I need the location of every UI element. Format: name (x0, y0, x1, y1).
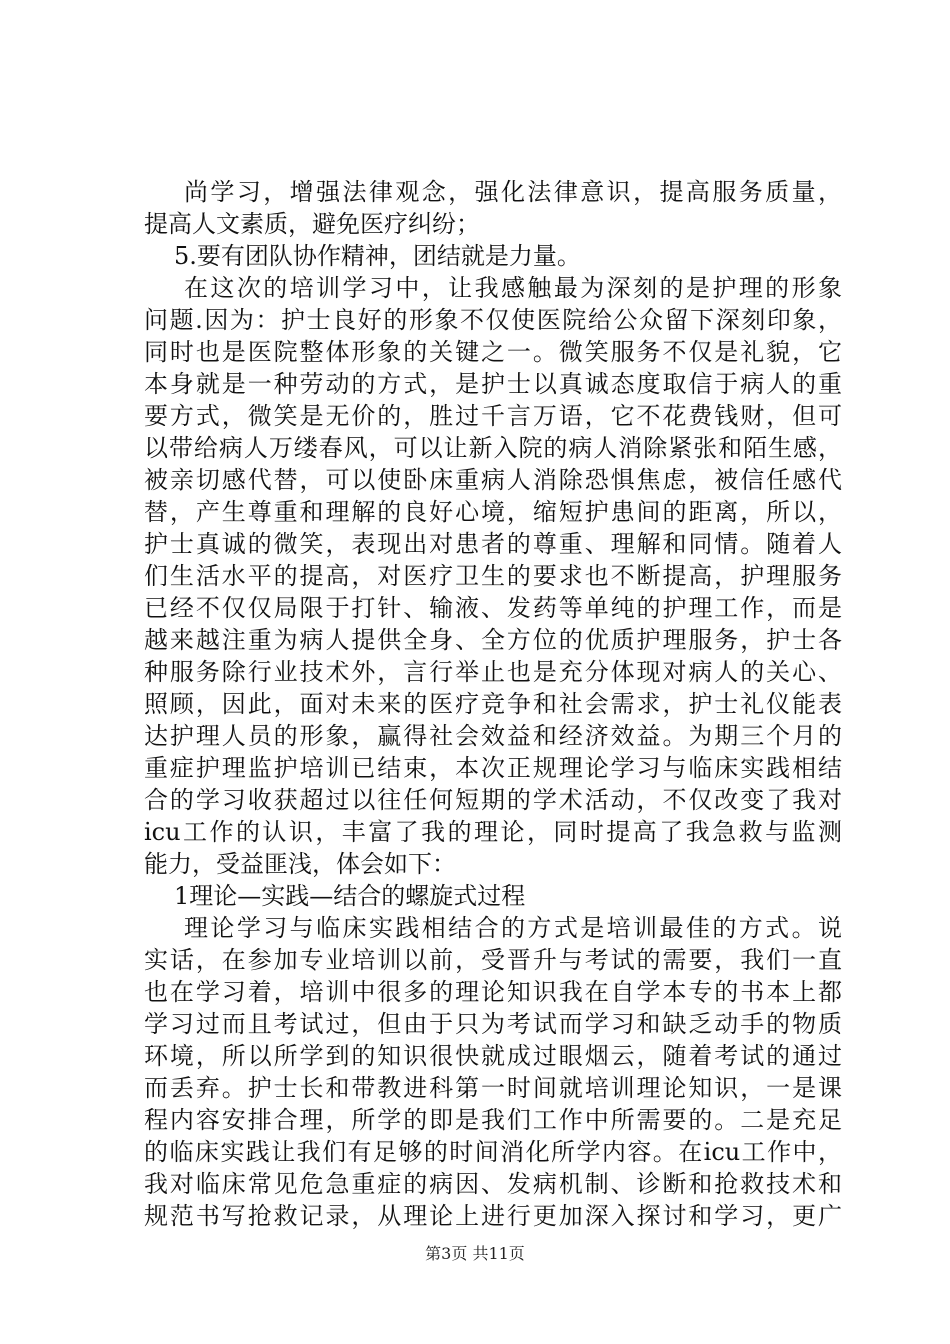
text-line: 程内容安排合理，所学的即是我们工作中所需要的。二是充足 (144, 1106, 842, 1134)
text-line: 种服务除行业技术外，言行举止也是充分体现对病人的关心、 (144, 658, 842, 686)
text-line: 5.要有团队协作精神，团结就是力量。 (174, 242, 581, 270)
text-line: icu工作的认识，丰富了我的理论，同时提高了我急救与监测 (144, 818, 842, 846)
text-line: 本身就是一种劳动的方式，是护士以真诚态度取信于病人的重 (144, 370, 842, 398)
text-line: 规范书写抢救记录，从理论上进行更加深入探讨和学习，更广 (144, 1202, 842, 1230)
text-line: 合的学习收获超过以往任何短期的学术活动，不仅改变了我对 (144, 786, 842, 814)
text-line: 问题.因为：护士良好的形象不仅使医院给公众留下深刻印象， (144, 306, 842, 334)
text-line: 而丢弃。护士长和带教进科第一时间就培训理论知识，一是课 (144, 1074, 842, 1102)
text-line: 照顾，因此，面对未来的医疗竞争和社会需求，护士礼仪能表 (144, 690, 842, 718)
text-line: 1理论—实践—结合的螺旋式过程 (174, 882, 526, 910)
text-line: 提高人文素质，避免医疗纠纷； (144, 210, 480, 238)
text-line: 要方式，微笑是无价的，胜过千言万语，它不花费钱财，但可 (144, 402, 842, 430)
text-line: 实话，在参加专业培训以前，受晋升与考试的需要，我们一直 (144, 946, 842, 974)
text-line: 我对临床常见危急重症的病因、发病机制、诊断和抢救技术和 (144, 1170, 842, 1198)
text-line: 也在学习着，培训中很多的理论知识我在自学本专的书本上都 (144, 978, 842, 1006)
text-line: 的临床实践让我们有足够的时间消化所学内容。在icu工作中， (144, 1138, 842, 1166)
text-line: 学习过而且考试过，但由于只为考试而学习和缺乏动手的物质 (144, 1010, 842, 1038)
text-line: 被亲切感代替，可以使卧床重病人消除恐惧焦虑，被信任感代 (144, 466, 842, 494)
text-line: 在这次的培训学习中，让我感触最为深刻的是护理的形象 (184, 274, 842, 302)
text-line: 能力，受益匪浅，体会如下： (144, 850, 456, 878)
text-line: 同时也是医院整体形象的关键之一。微笑服务不仅是礼貌，它 (144, 338, 842, 366)
document-body (144, 176, 842, 1232)
text-line: 护士真诚的微笑，表现出对患者的尊重、理解和同情。随着人 (144, 530, 842, 558)
text-line: 重症护理监护培训已结束，本次正规理论学习与临床实践相结 (144, 754, 842, 782)
text-line: 达护理人员的形象，赢得社会效益和经济效益。为期三个月的 (144, 722, 842, 750)
page-footer: 第3页 共11页 (425, 1244, 525, 1263)
text-line: 们生活水平的提高，对医疗卫生的要求也不断提高，护理服务 (144, 562, 842, 590)
text-line: 越来越注重为病人提供全身、全方位的优质护理服务，护士各 (144, 626, 842, 654)
text-line: 替，产生尊重和理解的良好心境，缩短护患间的距离，所以， (144, 498, 842, 526)
text-line: 环境，所以所学到的知识很快就成过眼烟云，随着考试的通过 (144, 1042, 842, 1070)
text-line: 以带给病人万缕春风，可以让新入院的病人消除紧张和陌生感， (144, 434, 842, 462)
text-line: 尚学习，增强法律观念，强化法律意识，提高服务质量， (184, 178, 842, 206)
text-line: 理论学习与临床实践相结合的方式是培训最佳的方式。说 (184, 914, 842, 942)
text-line: 已经不仅仅局限于打针、输液、发药等单纯的护理工作，而是 (144, 594, 842, 622)
